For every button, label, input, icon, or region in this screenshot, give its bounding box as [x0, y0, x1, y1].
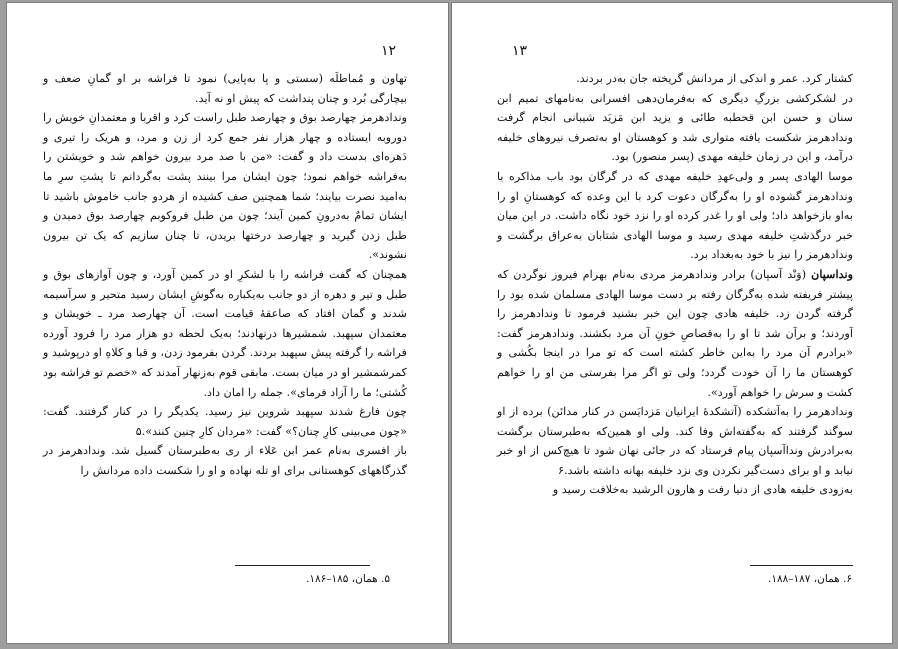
footnote: ۶. همان، ۱۸۷–۱۸۸. — [768, 573, 852, 585]
paragraph: ونداد‌هرمز را به‌آتشکده (آتشکدهٔ ایرانیان مَزدایَسن در کنار مدائن) برده از او سوگند گرفتند که به‌گفته‌اش وفا کند. ولی او همین‌که به‌طبرستان برگشت به‌برادرش ونداآسپان پیام فرستاد که در جائی نهان شود تا هیچ‌کس از او خبر نیابد و او برای دست‌گیر نکردن وی نزد خلیفه بهانه داشته باشد.۶ — [497, 405, 853, 477]
page-body — [497, 69, 853, 500]
page-number: ۱۲ — [381, 43, 397, 59]
footnote-rule — [750, 565, 853, 566]
paragraph: موسا الهادی پسر و ولی‌عهدِ خلیفه مهدی که در گرگان بود باب مذاکره با ونداد‌هرمز گشوده او را به‌گرگان دعوت کرد با این وعده که کوهستانِ او را به‌او بازخواهد داد؛ ولی او را غدر کرده او را نزد خود نگاه داشت. در این میان خبر درگذشتِ خلیفه مهدی رسید و موسا الهادی شتابان به‌عراق برگشت و ونداد‌هرمز را نیز با خود به‌بغداد برد. — [497, 169, 853, 262]
paragraph: به‌زودی خلیفه هادی از دنیا رفت و هارون الرشید به‌خلافت رسید و — [552, 483, 853, 497]
paragraph: تهاون و مُماطلَه (سستی و پا به‌پایی) نمود تا فراشه بر او گمانِ ضعف و بیچارگی بُرد و چنان پنداشت که پیش او نه آید. — [43, 72, 407, 105]
paragraph — [497, 265, 853, 402]
vandaspan-heading: ونداسپان — [811, 266, 853, 281]
page-number: ۱۳ — [512, 43, 528, 59]
paragraph: همچنان که گفت فراشه را با لشکرِ او در کمین آورد، و چون آوازهای بوق و طبل و تیر و دهره از دو جانب به‌یکباره به‌گوشِ ایشان رسید متحیر و سرآسیمه شدند و گمان افتاد که صاعقهٔ قیامت است. آن چهارصد مرد ـ خویشان و معتمدان سپهبد. شمشیرها درنهادند؛ به‌یک لحظه دو هزار مرد را فرود آورده فراشه را گرفته پیش سپهبد بردند. گردن بفرمود زدن، و قبا و کلاهِ او درپوشید و کمرشمشیر او در میان بست. مابقی قوم به‌زنهار آمدند که «خصم تو فراشه بود کُشتی؛ ما را آزاد فرمای». جمله را امان داد. — [42, 267, 407, 399]
paragraph-text: (وَنْد آسپان) برادر ونداد‌هرمز مردی به‌نام بهرام فیروز نوگردن که پیشتر فریفته شده به‌گرگان رفته بر دست موسا الهادی مسلمان شده بود را گرفته گردن زد. خلیفه هادی چون این خبر بشنید فرمود تا ونداد‌هرمز را آوردند؛ و برآن شد تا او را به‌قصاصِ خونِ آن مرد بکشند. ونداد‌هرمز گفت: «برادرم آن مرد را به‌این خاطر کشته است که تو مرا در اینجا بکُشی و کوهستان ما را آن خودت گردد؛ ولی تو اگر مرا بفرستی من او را خواهم کشت و سرش را خواهم آورد». — [497, 267, 853, 399]
left-page — [7, 3, 448, 643]
paragraph: باز افسری به‌نام عمر ابن عَلاء از ری به‌طبرستان گسیل شد. ونداد‌هرمز در گذرگاههای کوهستانی برای او تله نهاده و او را شکست داده مردانش را — [43, 444, 407, 477]
page-body — [43, 69, 407, 480]
footnote: ۵. همان، ۱۸۵–۱۸۶. — [306, 573, 390, 585]
paragraph: ونداد‌هرمز چهارصد بوق و چهارصد طبل راست کرد و اقربا و معتمدانِ خویش را دوروبه ایستاده و چهار هزار نفر جمع کرد از زن و مرد، و هریک را تیری و دَهره‌ای بدست داد و گفت: «من با صد مرد بیرون خواهم شد و خویشتن را به‌فراشه خواهم نمود؛ چون ایشان مرا بینند پشت به‌گردانم تا پشتِ سرِ ما به‌امید نصرت بیایند؛ شما همچنین صف کشیده از هردو جانب خاموش باشید تا ایشان تمامٌ به‌درونِ کمین آیند؛ چون من طبل فروکوبم چهارصد بوق دمیدن و طبل زدن گیرید و چهارصد درختها بریدن، تا چنان سازیم که یک تن بیرون نشوند». — [43, 111, 407, 262]
paragraph: چون فارغ شدند سپهبد شروین نیز رسید. یکدیگر را در کنار گرفتند. گفت: «چون می‌بینی کارِ چنان؟» گفت: «مردان کارِ چنین کنند».۵ — [43, 405, 407, 438]
right-page — [452, 3, 892, 643]
footnote-rule — [235, 565, 370, 566]
paragraph: کشتار کرد. عمر و اندکی از مردانش گریخته جان به‌در بردند. — [576, 72, 853, 85]
paragraph: در لشکرکشی بزرگِ دیگری که به‌فرمان‌دهی افسرانی به‌نامهای تمیم ابن سنان و حسن ابن قحطبه طائی و یزید ابن مَزیَد شیبانی انجام گرفت ونداد‌هرمز شکست یافته متواری شد و کوهستان او به‌تصرف نیروهای خلیفه درآمد، و این در زمان خلیفه مهدی (پسر منصور) بود. — [497, 91, 853, 164]
